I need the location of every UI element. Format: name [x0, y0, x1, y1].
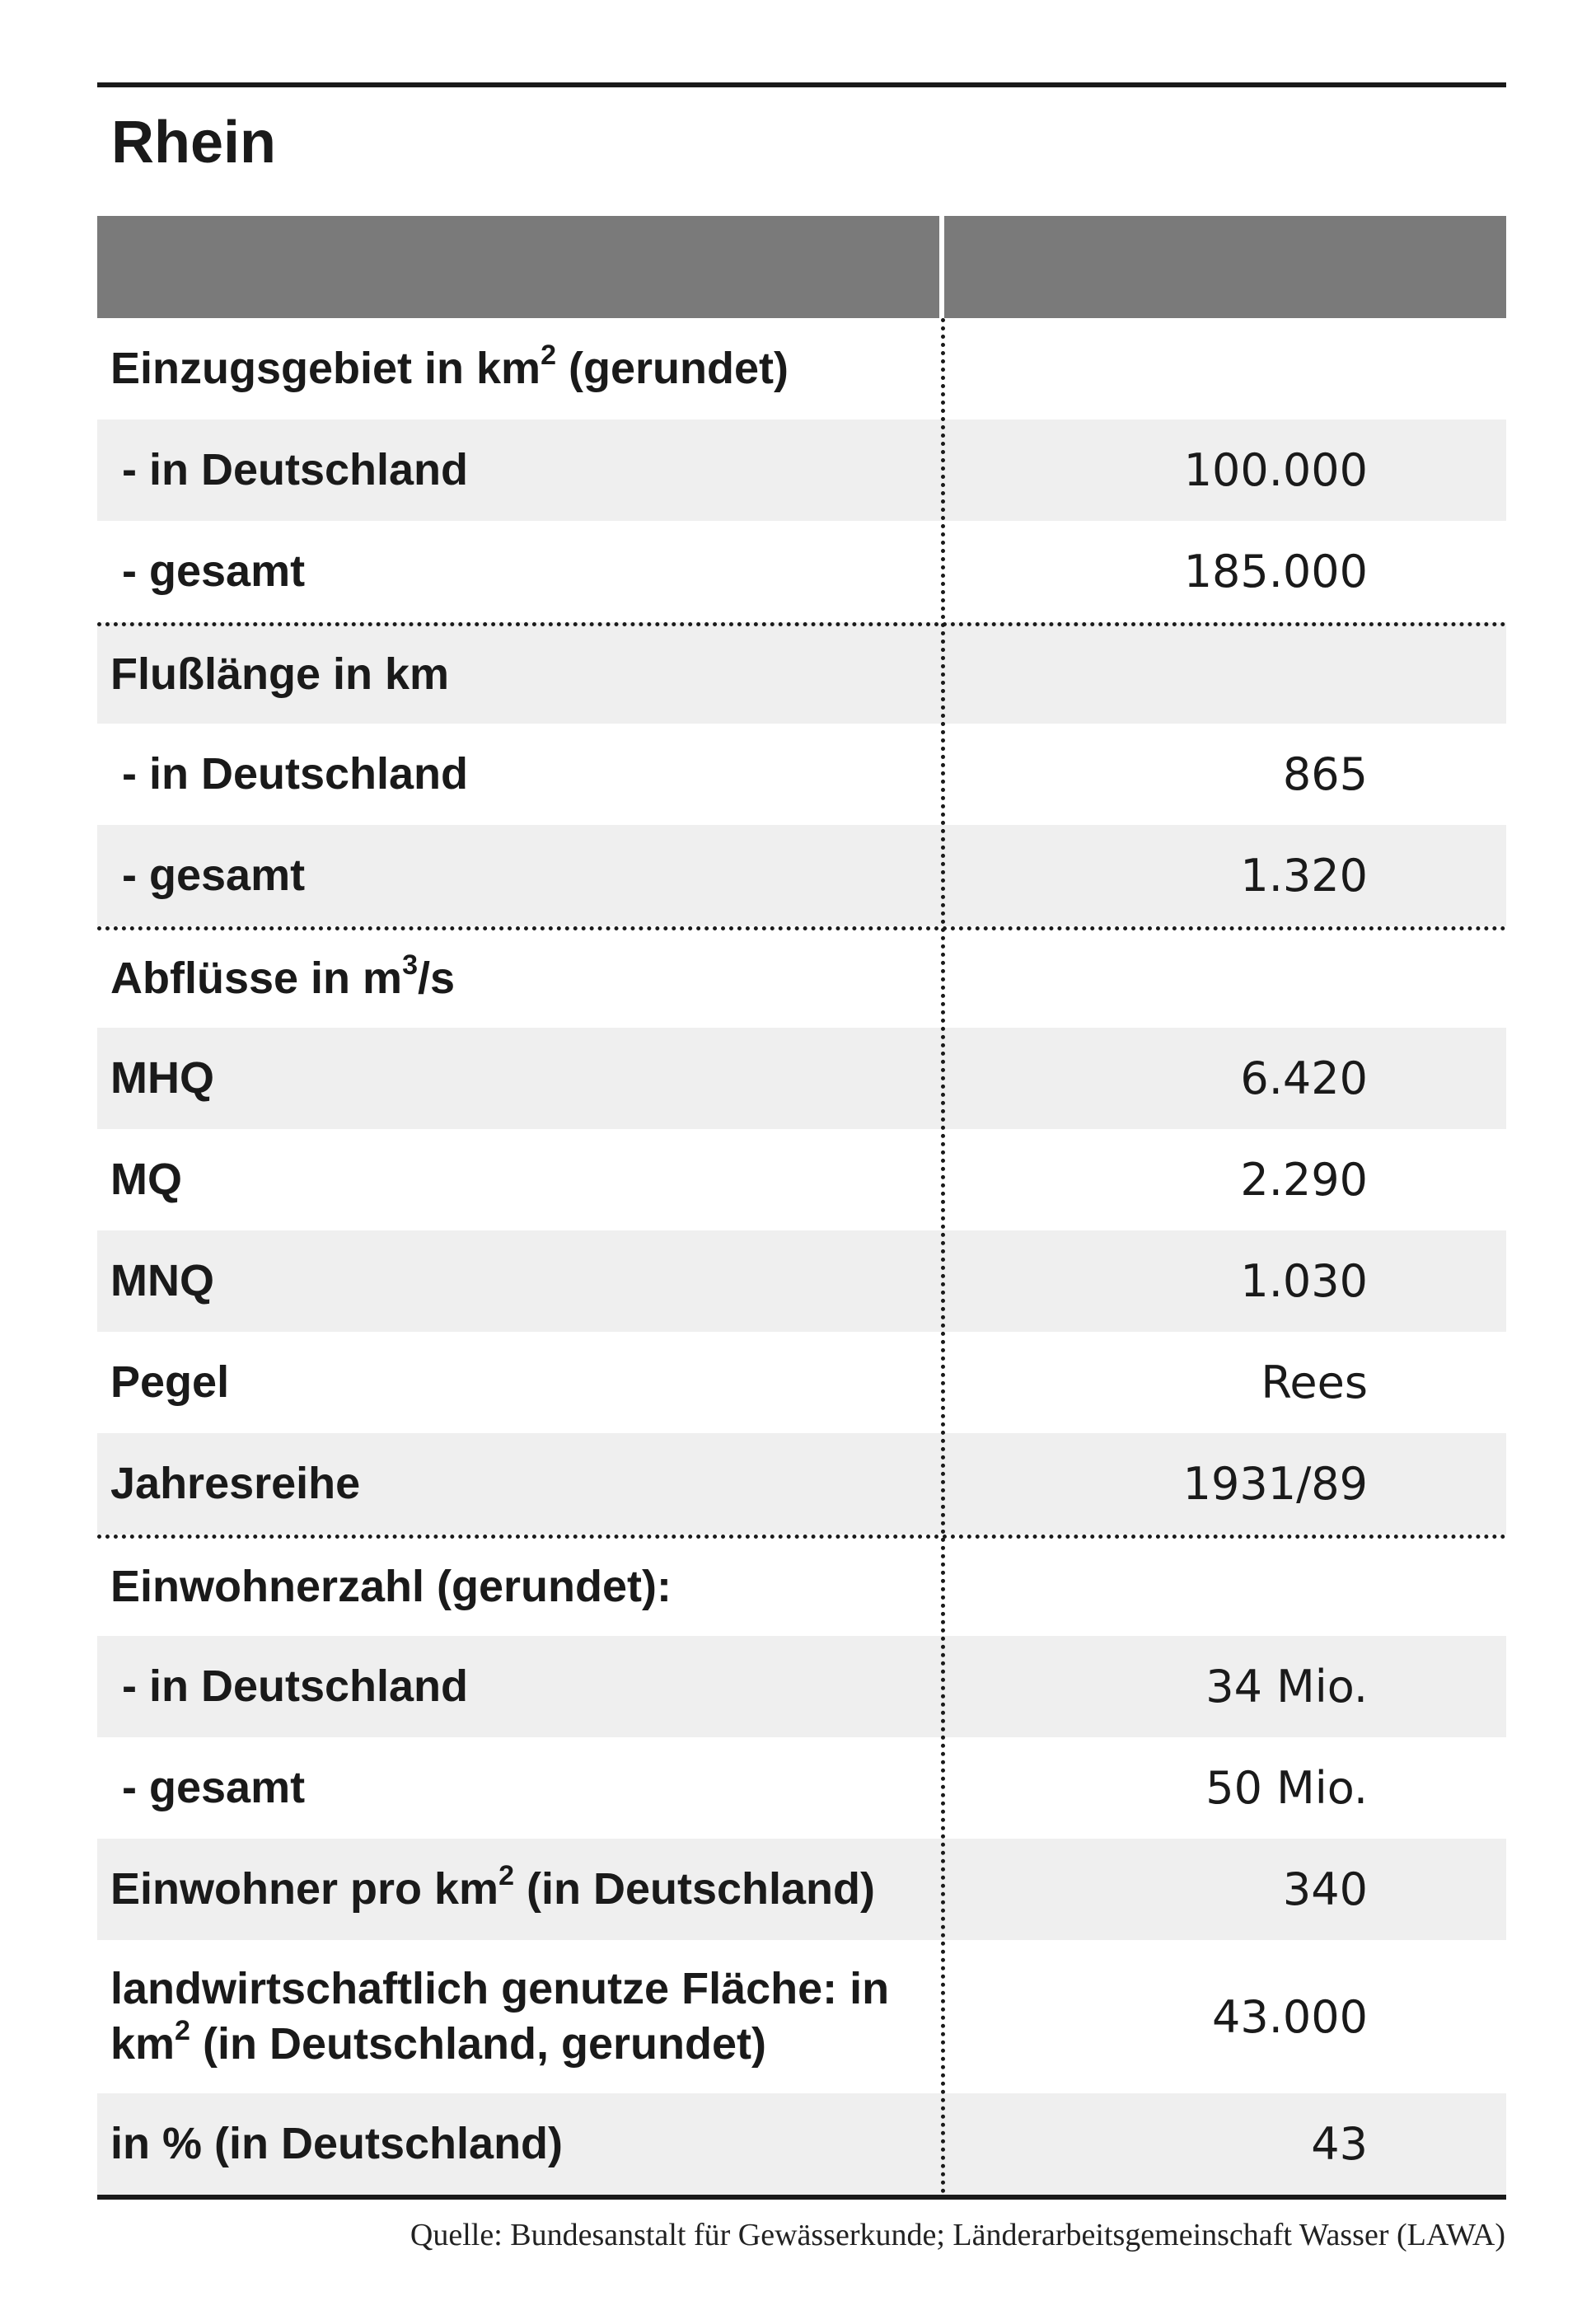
row-value: 340: [1282, 1863, 1368, 1915]
row-label: [97, 1859, 943, 1918]
row-label: - in Deutschland: [122, 1661, 469, 1711]
table-row: [97, 926, 1506, 1028]
row-label: [97, 341, 943, 397]
row-label: - in Deutschland: [122, 748, 469, 799]
row-label: - gesamt: [122, 850, 306, 900]
source-note: Quelle: Bundesanstalt für Gewässerkunde; Länderarbeitsgemeinschaft Wasser (LAWA): [410, 2218, 1505, 2252]
header-cell-value: [944, 216, 1506, 318]
label-text: Einwohner pro km: [110, 1863, 499, 1914]
row-label: MHQ: [110, 1052, 214, 1103]
row-label: Flußlänge in km: [110, 649, 450, 700]
label-text: Einzugsgebiet in km: [110, 343, 541, 393]
table-row: [97, 1940, 1506, 2093]
row-label: [97, 1961, 943, 2073]
row-value: 43: [1311, 2118, 1368, 2170]
row-label: - gesamt: [122, 546, 306, 596]
label-text: Abflüsse in m: [110, 954, 403, 1004]
label-superscript: 2: [498, 1859, 514, 1891]
row-value: 1.030: [1240, 1255, 1368, 1307]
table-row: [97, 1230, 1506, 1332]
table-row: [97, 2093, 1506, 2195]
table-row: [97, 1737, 1506, 1839]
row-value: 100.000: [1183, 444, 1368, 496]
row-value: 1.320: [1240, 850, 1368, 902]
row-value: 50 Mio.: [1205, 1762, 1368, 1814]
table-row: [97, 1433, 1506, 1535]
row-label: Einwohnerzahl (gerundet):: [110, 1562, 672, 1612]
bottom-rule: [97, 2195, 1506, 2200]
table-row: [97, 825, 1506, 926]
table-row: [97, 724, 1506, 825]
row-value: 2.290: [1240, 1154, 1368, 1206]
label-superscript: 3: [402, 949, 418, 982]
row-value: 865: [1282, 748, 1368, 800]
label-text: landwirtschaftlich genutze Fläche: in km: [110, 1963, 890, 2069]
row-label: - in Deutschland: [122, 444, 469, 494]
row-label: Jahresreihe: [110, 1458, 361, 1508]
row-label: in % (in Deutschland): [110, 2118, 564, 2168]
table-body: [97, 318, 1506, 2195]
row-value: 34 Mio.: [1205, 1661, 1368, 1713]
label-text: (in Deutschland, gerundet): [190, 2019, 766, 2069]
row-value: 185.000: [1183, 546, 1368, 597]
header-cell-label: [97, 216, 939, 318]
table-row: [97, 1636, 1506, 1737]
label-superscript: 2: [175, 2015, 190, 2046]
table-row: [97, 1332, 1506, 1433]
table-row: [97, 1535, 1506, 1636]
row-label: - gesamt: [122, 1762, 306, 1812]
label-text: /s: [417, 954, 456, 1004]
row-label: MNQ: [110, 1255, 214, 1305]
label-superscript: 2: [541, 339, 556, 371]
table-row: [97, 1839, 1506, 1940]
row-label: MQ: [110, 1154, 182, 1204]
row-value: 1931/89: [1182, 1458, 1368, 1510]
label-text: (gerundet): [556, 343, 789, 393]
table-row: [97, 622, 1506, 724]
top-rule: [97, 82, 1506, 87]
row-label: [97, 951, 943, 1007]
table-row: [97, 419, 1506, 521]
table-title: Rhein: [111, 110, 277, 176]
row-label: Pegel: [110, 1357, 230, 1407]
table-header: [97, 216, 1506, 318]
label-text: (in Deutschland): [513, 1863, 875, 1914]
table-row: [97, 521, 1506, 622]
table-row: [97, 1028, 1506, 1129]
row-value: Rees: [1261, 1357, 1368, 1408]
table-row: [97, 1129, 1506, 1230]
row-value: 43.000: [1212, 1990, 1368, 2043]
row-value: 6.420: [1240, 1052, 1368, 1104]
data-table: [97, 216, 1506, 2200]
table-row: [97, 318, 1506, 419]
